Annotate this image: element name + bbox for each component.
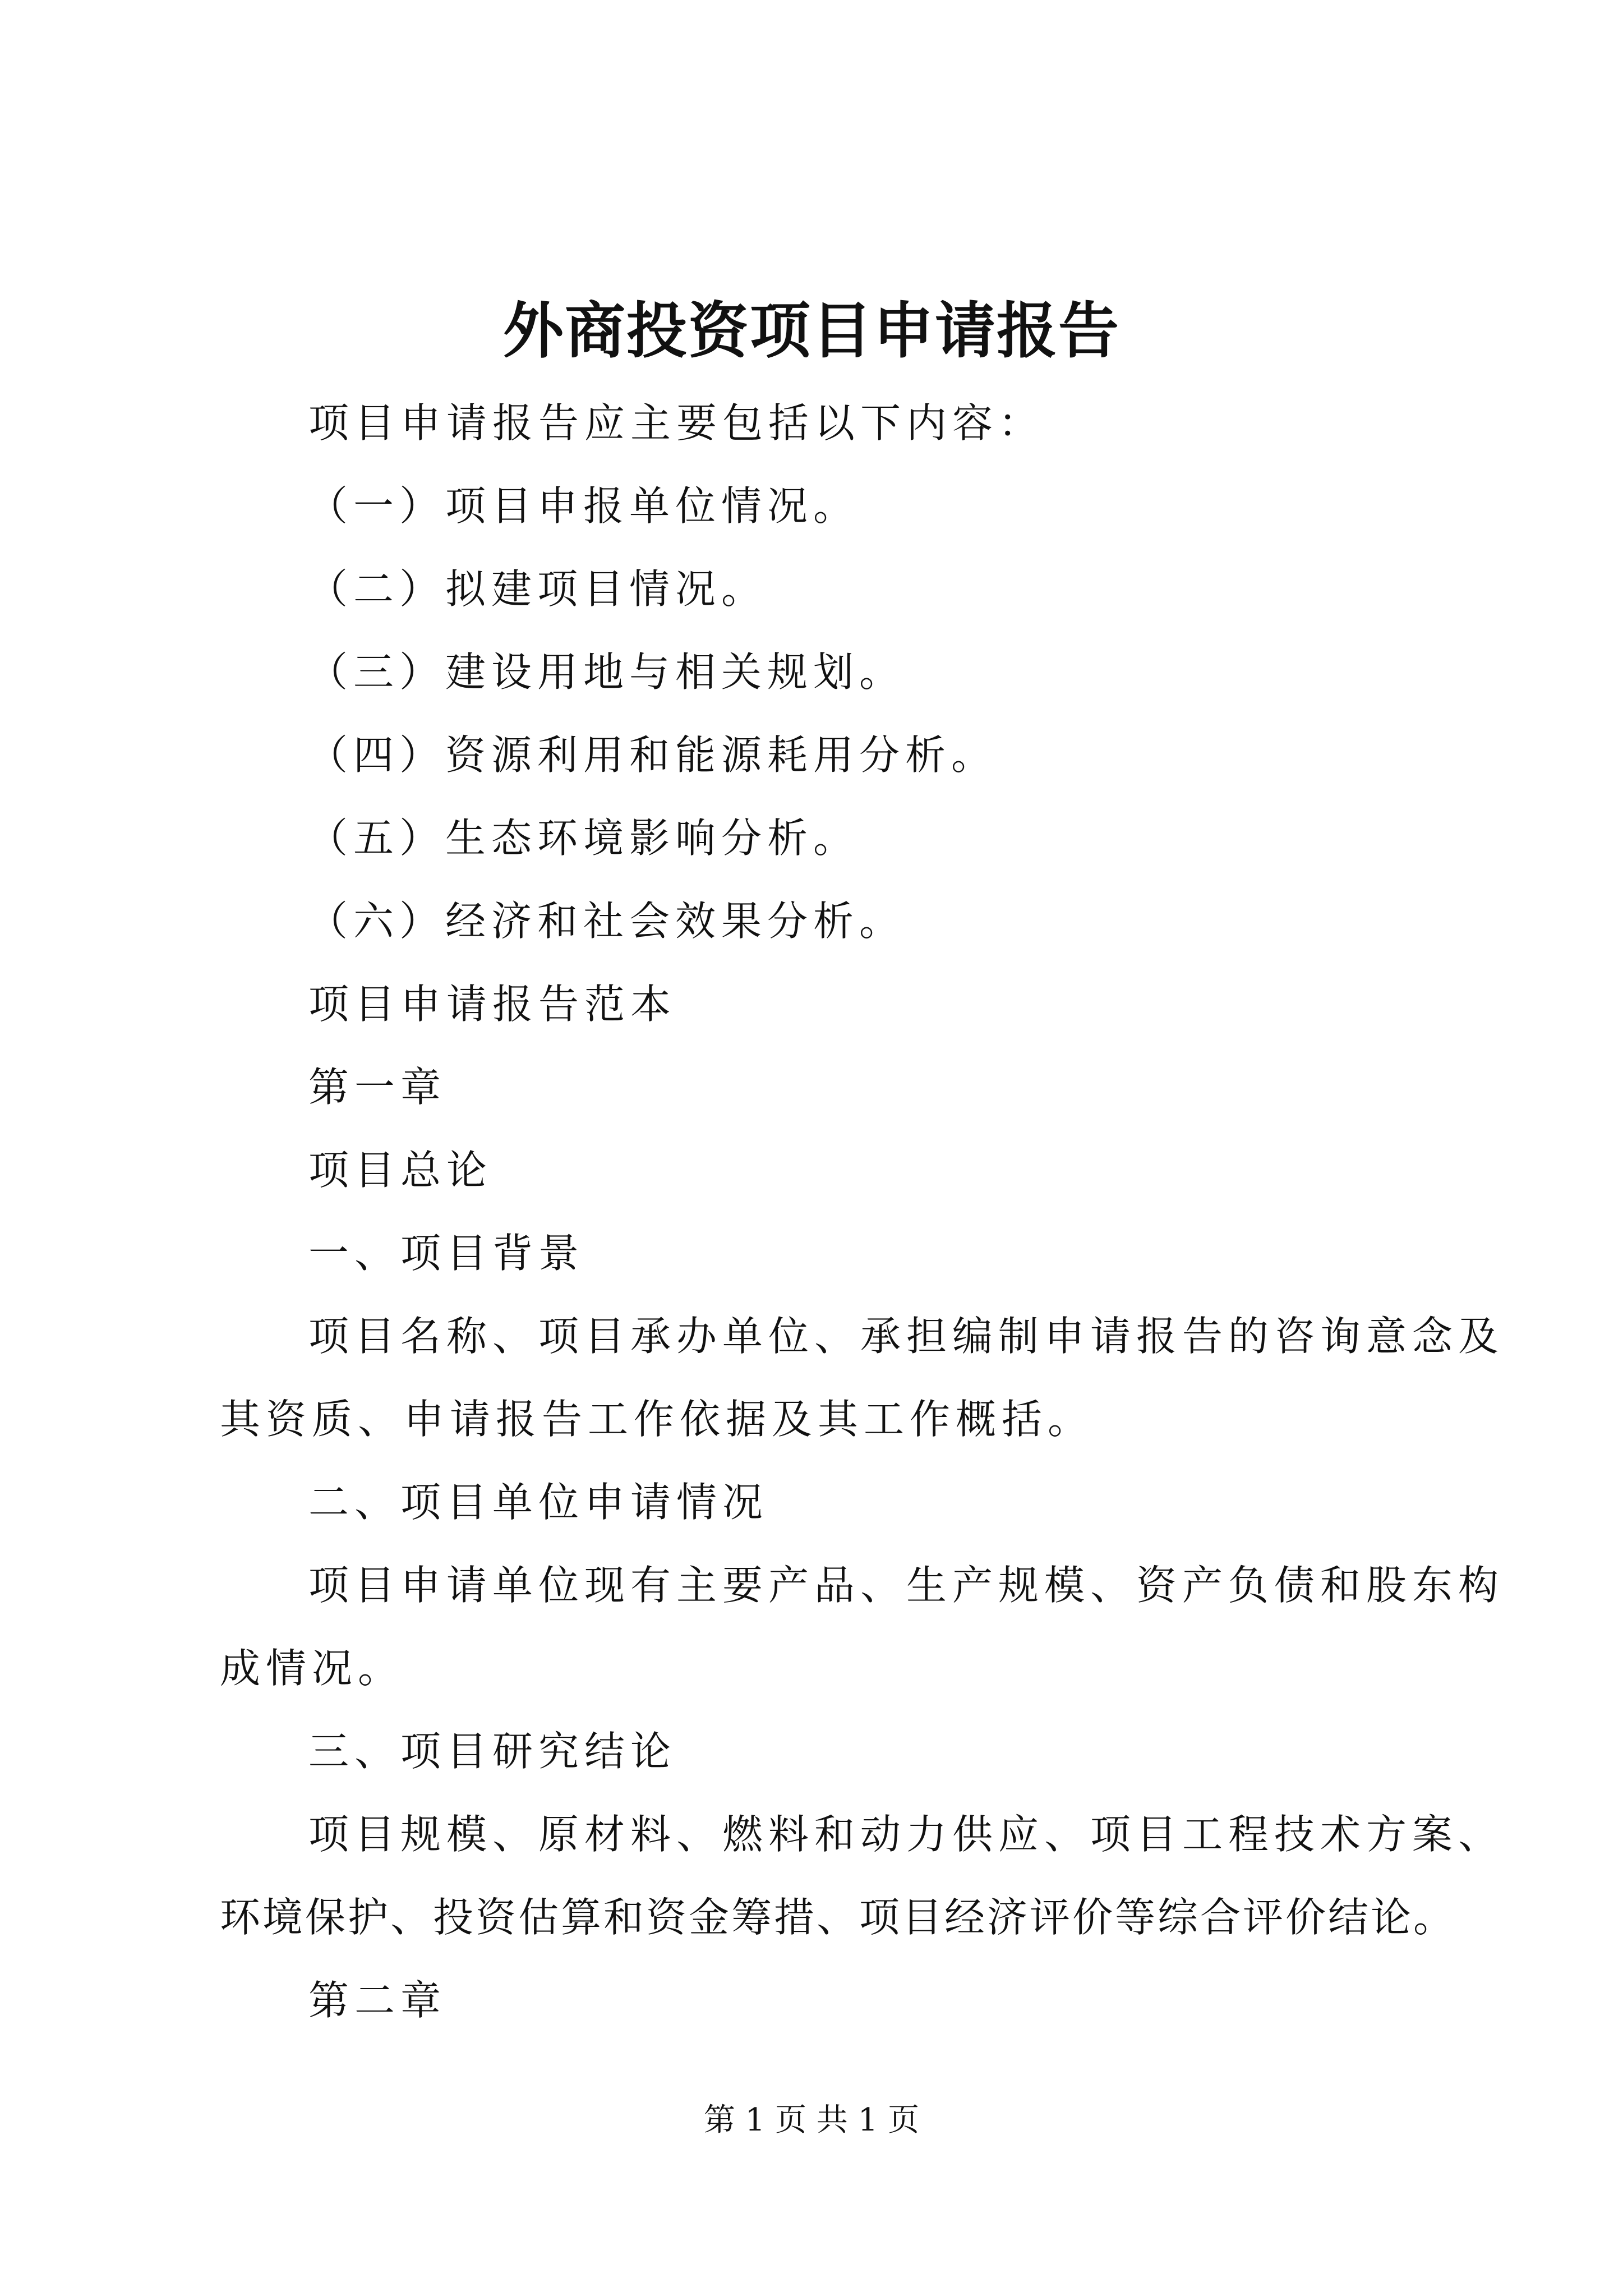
section-1-text-line-1: 项目名称、项目承办单位、承担编制申请报告的咨询意念及 (308, 1313, 1505, 1360)
section-1-heading: 一、项目背景 (308, 1230, 585, 1277)
list-item: （三）建设用地与相关规划。 (307, 648, 906, 696)
section-3-text-line-2: 环境保护、投资估算和资金筹措、项目经济评价等综合评价结论。 (220, 1894, 1456, 1941)
document-title: 外商投资项目申请报告 (502, 296, 1120, 366)
list-item: （六）经济和社会效果分析。 (307, 898, 906, 945)
list-item: （四）资源利用和能源耗用分析。 (307, 731, 998, 779)
section-2-text-line-1: 项目申请单位现有主要产品、生产规模、资产负债和股东构 (308, 1562, 1505, 1609)
section-1-text-line-2: 其资质、申请报告工作依据及其工作概括。 (220, 1396, 1094, 1443)
section-3-heading: 三、项目研究结论 (308, 1728, 677, 1775)
list-item: （五）生态环境影响分析。 (307, 815, 860, 862)
intro-paragraph: 项目申请报告应主要包括以下内容： (308, 399, 1045, 447)
chapter-1-title: 项目总论 (308, 1147, 493, 1194)
template-heading: 项目申请报告范本 (308, 981, 677, 1028)
chapter-1-label: 第一章 (308, 1064, 447, 1111)
section-2-heading: 二、项目单位申请情况 (308, 1479, 769, 1526)
list-item: （一）项目申报单位情况。 (307, 482, 860, 530)
page-number-footer: 第 1 页 共 1 页 (703, 2102, 920, 2138)
section-2-text-line-2: 成情况。 (220, 1645, 404, 1692)
document-body (220, 381, 1505, 2042)
section-3-text-line-1: 项目规模、原材料、燃料和动力供应、项目工程技术方案、 (308, 1811, 1505, 1858)
chapter-2-label: 第二章 (308, 1977, 447, 2024)
list-item: （二）拟建项目情况。 (307, 565, 768, 613)
